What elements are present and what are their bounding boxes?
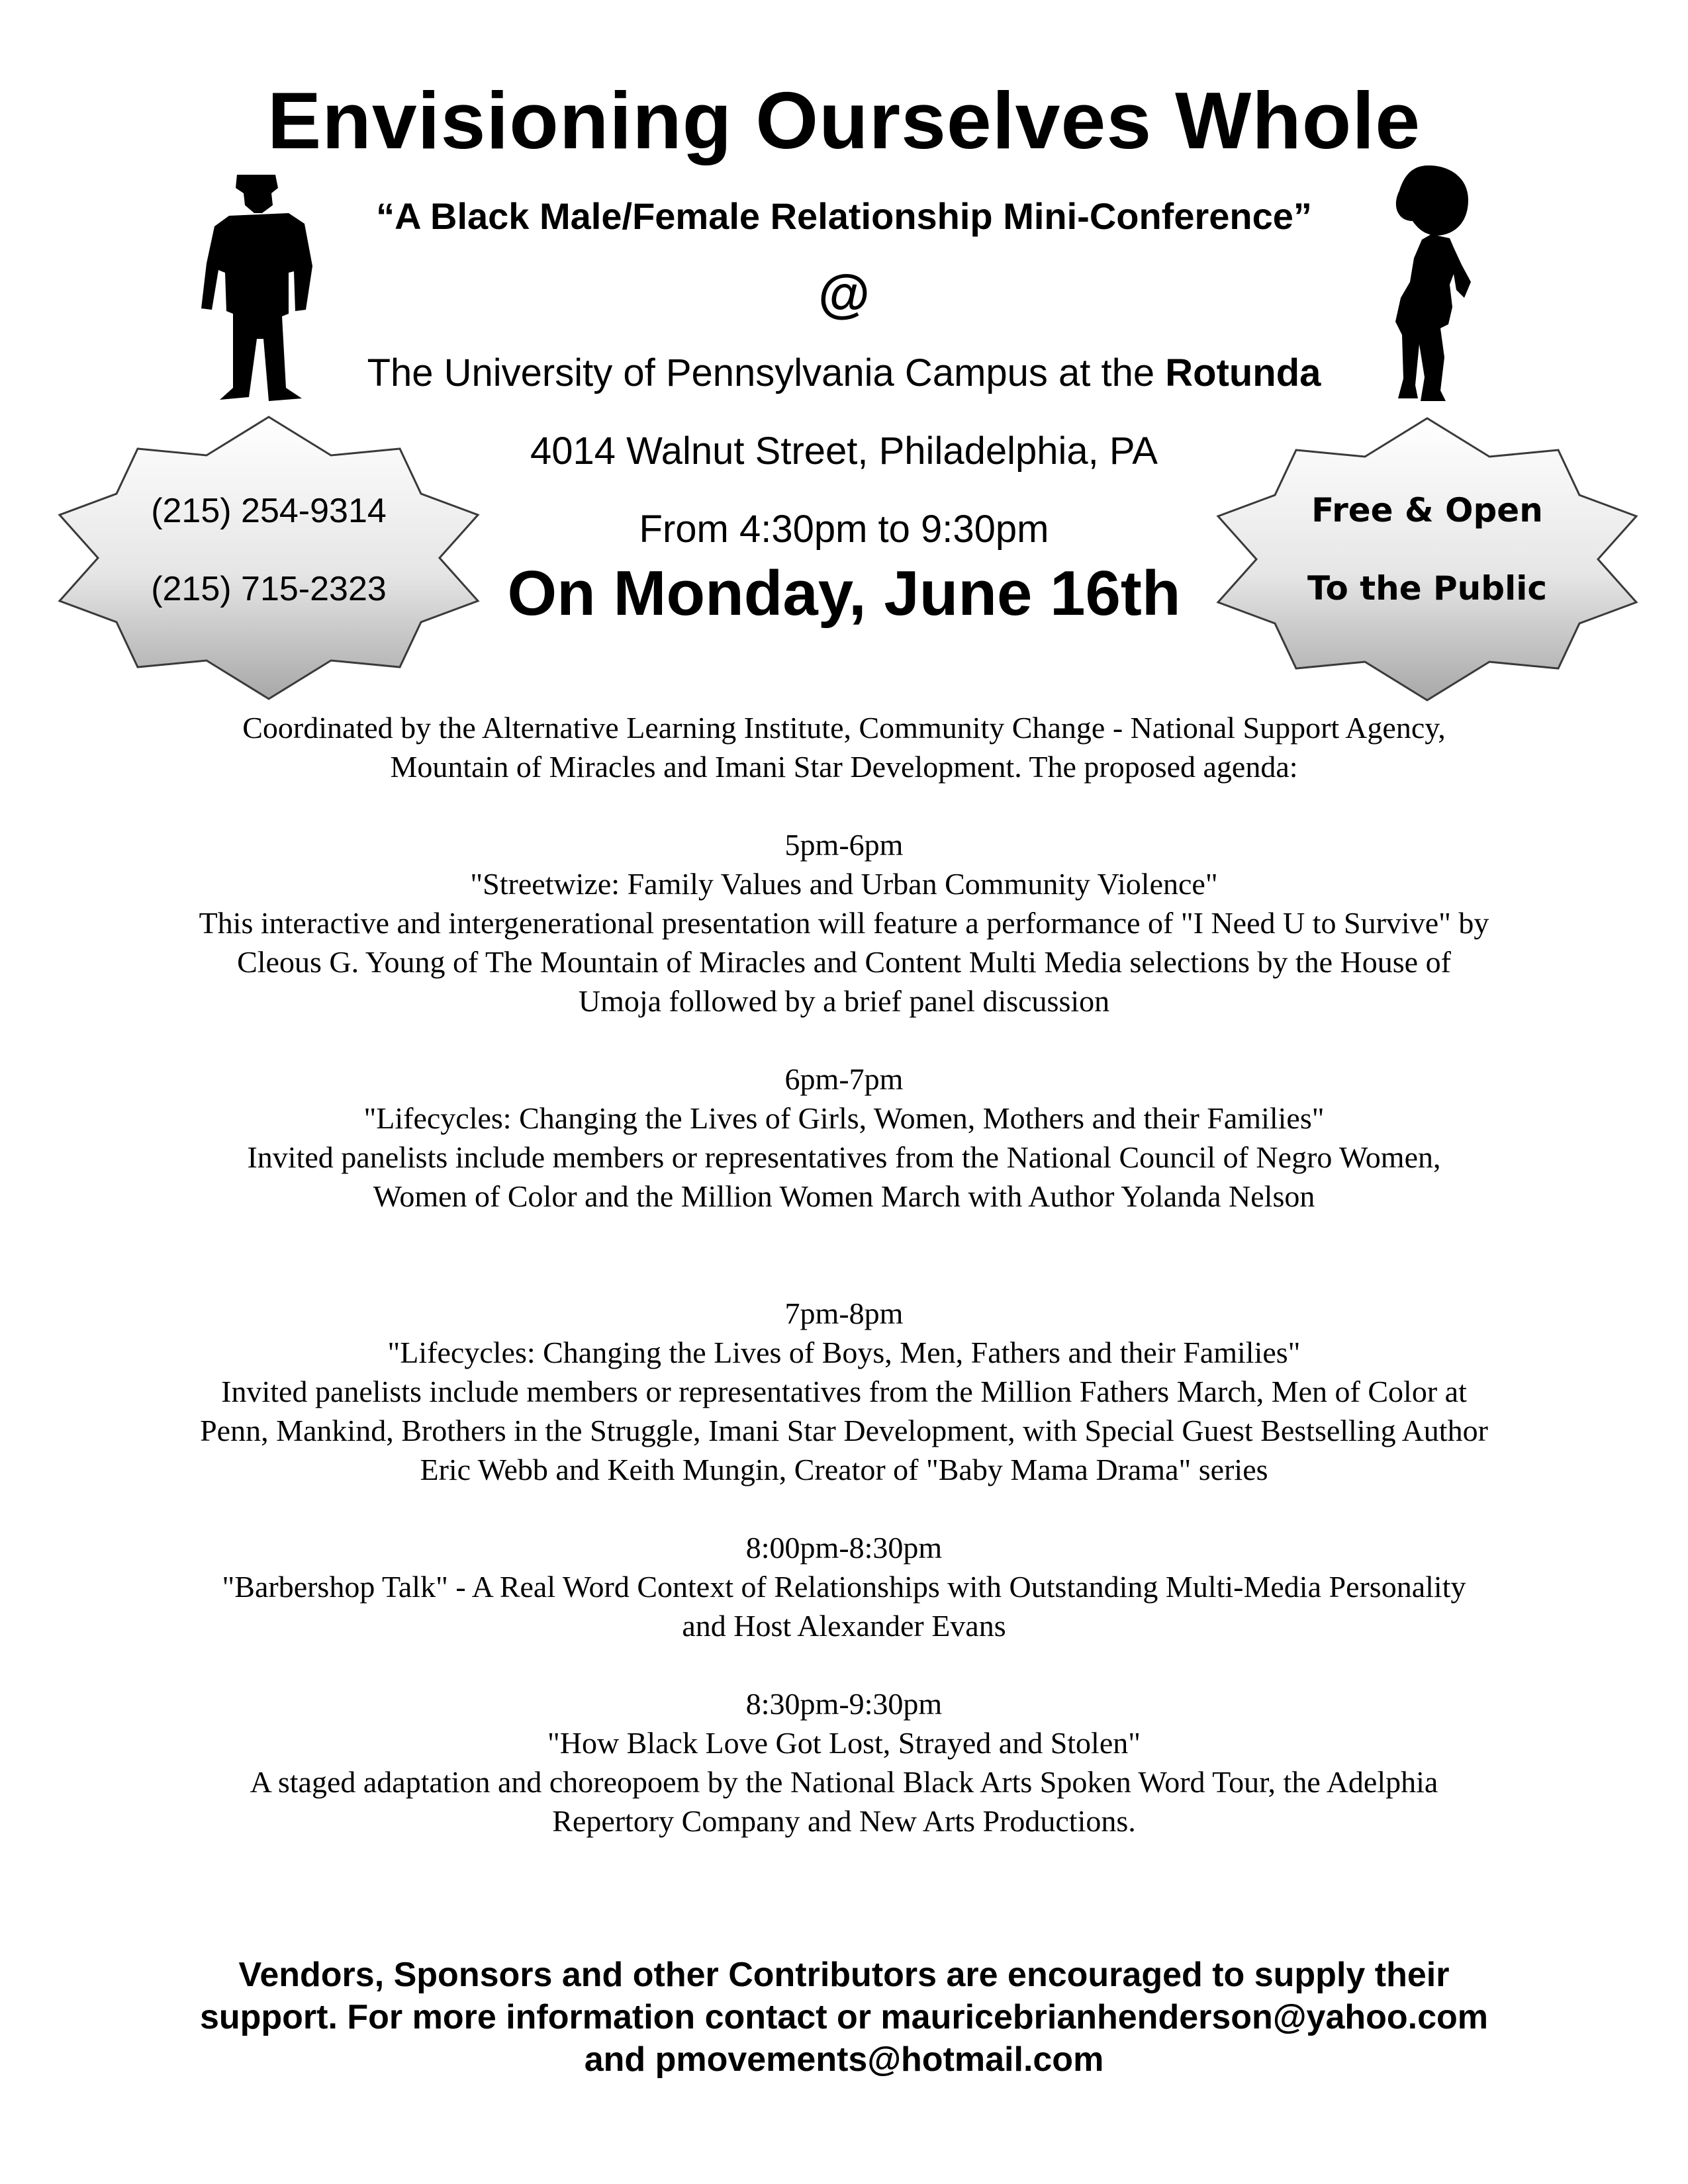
agenda-time: 8:30pm-9:30pm [745, 1687, 943, 1721]
agenda-desc-line: Women of Color and the Million Women March with Author Yolanda Nelson [373, 1179, 1315, 1213]
admission-line-2: To the Public [1307, 569, 1547, 608]
agenda-desc-line: Cleous G. Young of The Mountain of Miracles and Content Multi Media selections by the House of [237, 945, 1451, 979]
agenda-item-black-love [99, 1684, 1589, 1841]
agenda-body [99, 708, 1589, 1841]
agenda-title: "Barbershop Talk" - A Real Word Context of Relationships with Outstanding Multi-Media Personality [222, 1570, 1466, 1604]
intro-line: Mountain of Miracles and Imani Star Development. The proposed agenda: [390, 750, 1298, 784]
agenda-item-barbershop [99, 1528, 1589, 1645]
agenda-time: 6pm-7pm [784, 1062, 904, 1096]
venue-prefix: The University of Pennsylvania Campus at the [367, 351, 1166, 394]
at-sign: @ [818, 264, 870, 323]
contact-phone-2: (215) 715-2323 [151, 570, 387, 608]
phone-burst-badge [50, 416, 487, 700]
agenda-title: "Streetwize: Family Values and Urban Community Violence" [470, 867, 1218, 901]
agenda-time: 5pm-6pm [784, 828, 904, 862]
footer-line: Vendors, Sponsors and other Contributors are encouraged to supply their [238, 1956, 1450, 1994]
agenda-item-lifecycles-men [99, 1294, 1589, 1489]
agenda-desc-line: Repertory Company and New Arts Productions. [552, 1804, 1136, 1838]
agenda-title: "How Black Love Got Lost, Strayed and Stolen" [547, 1726, 1141, 1760]
footer-line: support. For more information contact or mauricebrianhenderson@yahoo.com [199, 1998, 1489, 2036]
footer-line: and pmovements@hotmail.com [584, 2040, 1104, 2079]
agenda-title: "Lifecycles: Changing the Lives of Boys, Men, Fathers and their Families" [387, 1336, 1301, 1369]
footer-contact [66, 1954, 1622, 2081]
agenda-desc-line: Umoja followed by a brief panel discussion [578, 984, 1110, 1018]
admission-burst-badge [1209, 417, 1646, 702]
flyer-subtitle: “A Black Male/Female Relationship Mini-Conference” [376, 195, 1312, 237]
venue-rotunda: Rotunda [1165, 351, 1321, 394]
contact-phone-1: (215) 254-9314 [151, 492, 387, 530]
admission-line-1: Free & Open [1311, 491, 1543, 529]
flyer-title: Envisioning Ourselves Whole [267, 75, 1421, 165]
event-time: From 4:30pm to 9:30pm [639, 508, 1049, 551]
agenda-desc-line: This interactive and intergenerational presentation will feature a performance of "I Need U to Survive" by [199, 906, 1489, 940]
man-silhouette-icon [189, 173, 322, 404]
agenda-item-lifecycles-women [99, 1060, 1589, 1216]
venue-address: 4014 Walnut Street, Philadelphia, PA [530, 430, 1158, 473]
intro-line: Coordinated by the Alternative Learning Institute, Community Change - National Support Agency, [242, 711, 1446, 745]
agenda-desc-line: Penn, Mankind, Brothers in the Struggle, Imani Star Development, with Special Guest Bestselling Author [200, 1414, 1488, 1447]
agenda-item-streetwize [99, 825, 1589, 1021]
agenda-time: 7pm-8pm [784, 1297, 904, 1330]
agenda-title: "Lifecycles: Changing the Lives of Girls, Women, Mothers and their Families" [363, 1101, 1325, 1135]
agenda-desc-line: Invited panelists include members or representatives from the Million Fathers March, Men of Color at [221, 1375, 1467, 1408]
intro-paragraph [99, 708, 1589, 786]
agenda-desc-line: Eric Webb and Keith Mungin, Creator of "Baby Mama Drama" series [420, 1453, 1268, 1486]
event-date: On Monday, June 16th [507, 558, 1181, 629]
agenda-desc-line: A staged adaptation and choreopoem by the National Black Arts Spoken Word Tour, the Adelphia [250, 1765, 1438, 1799]
agenda-time: 8:00pm-8:30pm [745, 1531, 943, 1565]
woman-silhouette-icon [1372, 165, 1484, 404]
agenda-desc-line: and Host Alexander Evans [682, 1609, 1006, 1643]
agenda-desc-line: Invited panelists include members or representatives from the National Council of Negro Women, [247, 1140, 1441, 1174]
